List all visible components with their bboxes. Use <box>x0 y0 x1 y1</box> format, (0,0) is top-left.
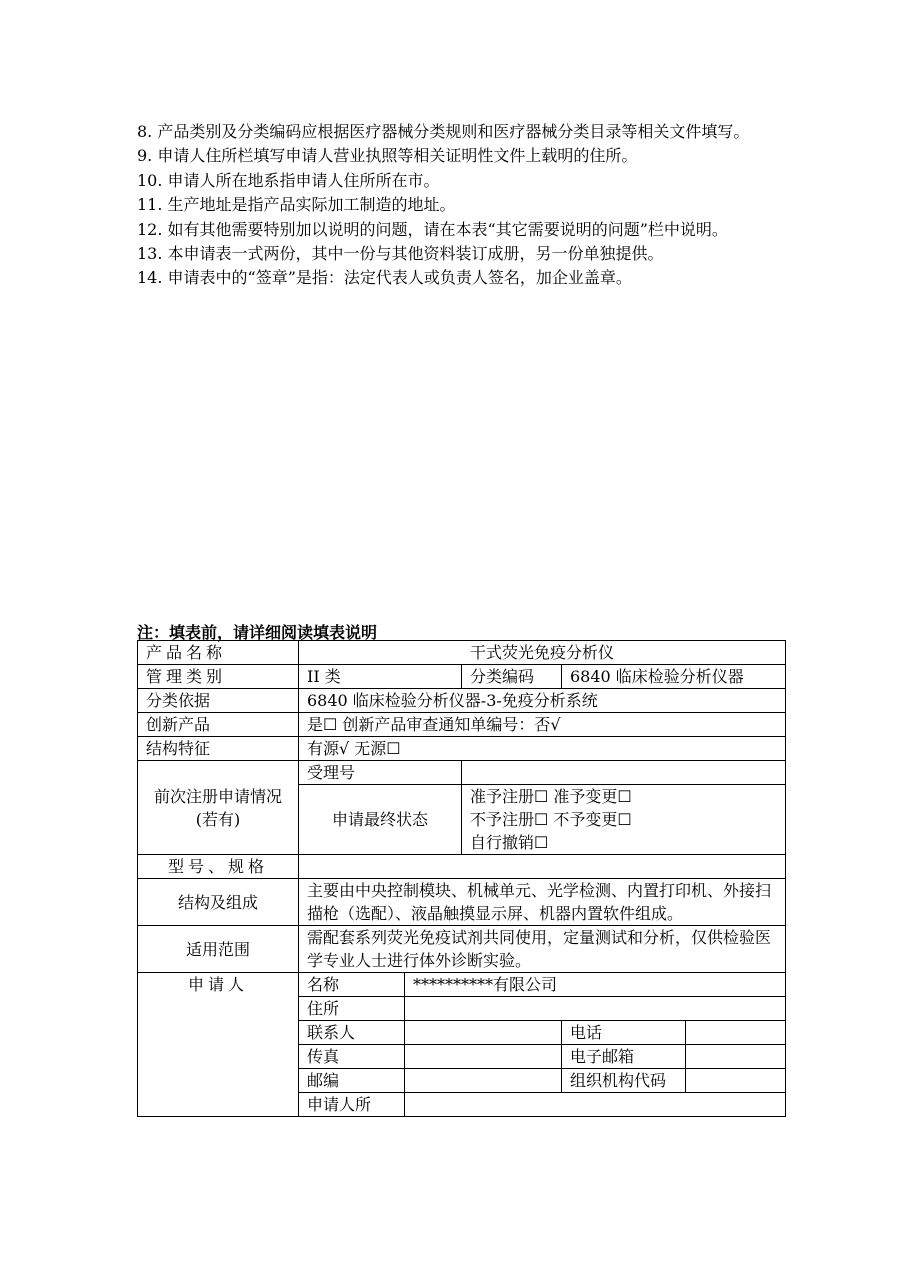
final-status-options <box>462 785 786 855</box>
note-12: 12. 如有其他需要特别加以说明的问题，请在本表“其它需要说明的问题”栏中说明。 <box>137 219 728 239</box>
row-management-category <box>138 665 786 689</box>
row-scope <box>138 926 786 973</box>
phone-value <box>686 1021 786 1045</box>
mgmt-category-value: II 类 <box>299 665 462 689</box>
note-8: 8. 产品类别及分类编码应根据医疗器械分类规则和医疗器械分类目录等相关文件填写。 <box>137 122 750 141</box>
final-status-label: 申请最终状态 <box>299 785 462 855</box>
note-9: 9. 申请人住所栏填写申请人营业执照等相关证明性文件上载明的住所。 <box>137 146 638 166</box>
org-code-label: 组织机构代码 <box>562 1069 686 1093</box>
innovative-value: 是☐ 创新产品审查通知单编号：否√ <box>299 713 786 737</box>
product-name-value: 干式荧光免疫分析仪 <box>299 641 786 665</box>
email-label: 电子邮箱 <box>562 1045 686 1069</box>
org-code-value <box>686 1069 786 1093</box>
address-value <box>405 997 786 1021</box>
phone-label: 电话 <box>562 1021 686 1045</box>
class-code-value: 6840 临床检验分析仪器 <box>562 665 786 689</box>
class-basis-value: 6840 临床检验分析仪器-3-免疫分析系统 <box>299 689 786 713</box>
note-13: 13. 本申请表一式两份，其中一份与其他资料装订成册，另一份单独提供。 <box>137 244 664 264</box>
name-label: 名称 <box>299 973 405 997</box>
status-line-2: 不予注册☐ 不予变更☐ <box>470 810 632 829</box>
row-composition <box>138 879 786 926</box>
row-class-basis <box>138 689 786 713</box>
acceptance-no-label: 受理号 <box>299 761 462 785</box>
filling-instructions <box>137 120 797 291</box>
row-product-name <box>138 641 786 665</box>
composition-value: 主要由中央控制模块、机械单元、光学检测、内置打印机、外接扫描枪（选配）、液晶触摸显示屏、机器内置软件组成。 <box>299 879 786 926</box>
name-value: **********有限公司 <box>405 973 786 997</box>
applicant-label: 申请人 <box>138 973 299 1117</box>
structure-feature-label: 结构特征 <box>138 737 299 761</box>
applicant-location-label: 申请人所 <box>299 1093 405 1117</box>
email-value <box>686 1045 786 1069</box>
row-model-spec <box>138 855 786 879</box>
postcode-label: 邮编 <box>299 1069 405 1093</box>
contact-label: 联系人 <box>299 1021 405 1045</box>
innovative-label: 创新产品 <box>138 713 299 737</box>
row-structure-feature <box>138 737 786 761</box>
mgmt-category-label: 管理类别 <box>138 665 299 689</box>
row-acceptance-no <box>138 761 786 785</box>
composition-label: 结构及组成 <box>138 879 299 926</box>
fax-value <box>405 1045 562 1069</box>
acceptance-no-value <box>462 761 786 785</box>
structure-feature-value: 有源√ 无源☐ <box>299 737 786 761</box>
application-form-table <box>137 640 786 1117</box>
model-spec-value <box>299 855 786 879</box>
postcode-value <box>405 1069 562 1093</box>
row-innovative-product <box>138 713 786 737</box>
status-line-3: 自行撤销☐ <box>470 833 549 852</box>
scope-label: 适用范围 <box>138 926 299 973</box>
row-applicant-name <box>138 973 786 997</box>
note-10: 10. 申请人所在地系指申请人住所所在市。 <box>137 170 440 190</box>
table-heading: 注：填表前，请详细阅读填表说明 <box>137 623 378 642</box>
fax-label: 传真 <box>299 1045 405 1069</box>
scope-value: 需配套系列荧光免疫试剂共同使用，定量测试和分析，仅供检验医学专业人士进行体外诊断实验。 <box>299 926 786 973</box>
address-label: 住所 <box>299 997 405 1021</box>
applicant-location-value <box>405 1093 786 1117</box>
note-11: 11. 生产地址是指产品实际加工制造的地址。 <box>137 195 456 215</box>
class-basis-label: 分类依据 <box>138 689 299 713</box>
prev-registration-label: 前次注册申请情况(若有) <box>138 761 299 855</box>
status-line-1: 准予注册☐ 准予变更☐ <box>470 787 632 806</box>
note-14: 14. 申请表中的“签章”是指：法定代表人或负责人签名，加企业盖章。 <box>137 268 632 288</box>
model-spec-label: 型号、规格 <box>138 855 299 879</box>
class-code-label: 分类编码 <box>462 665 562 689</box>
product-name-label: 产品名称 <box>138 641 299 665</box>
contact-value <box>405 1021 562 1045</box>
